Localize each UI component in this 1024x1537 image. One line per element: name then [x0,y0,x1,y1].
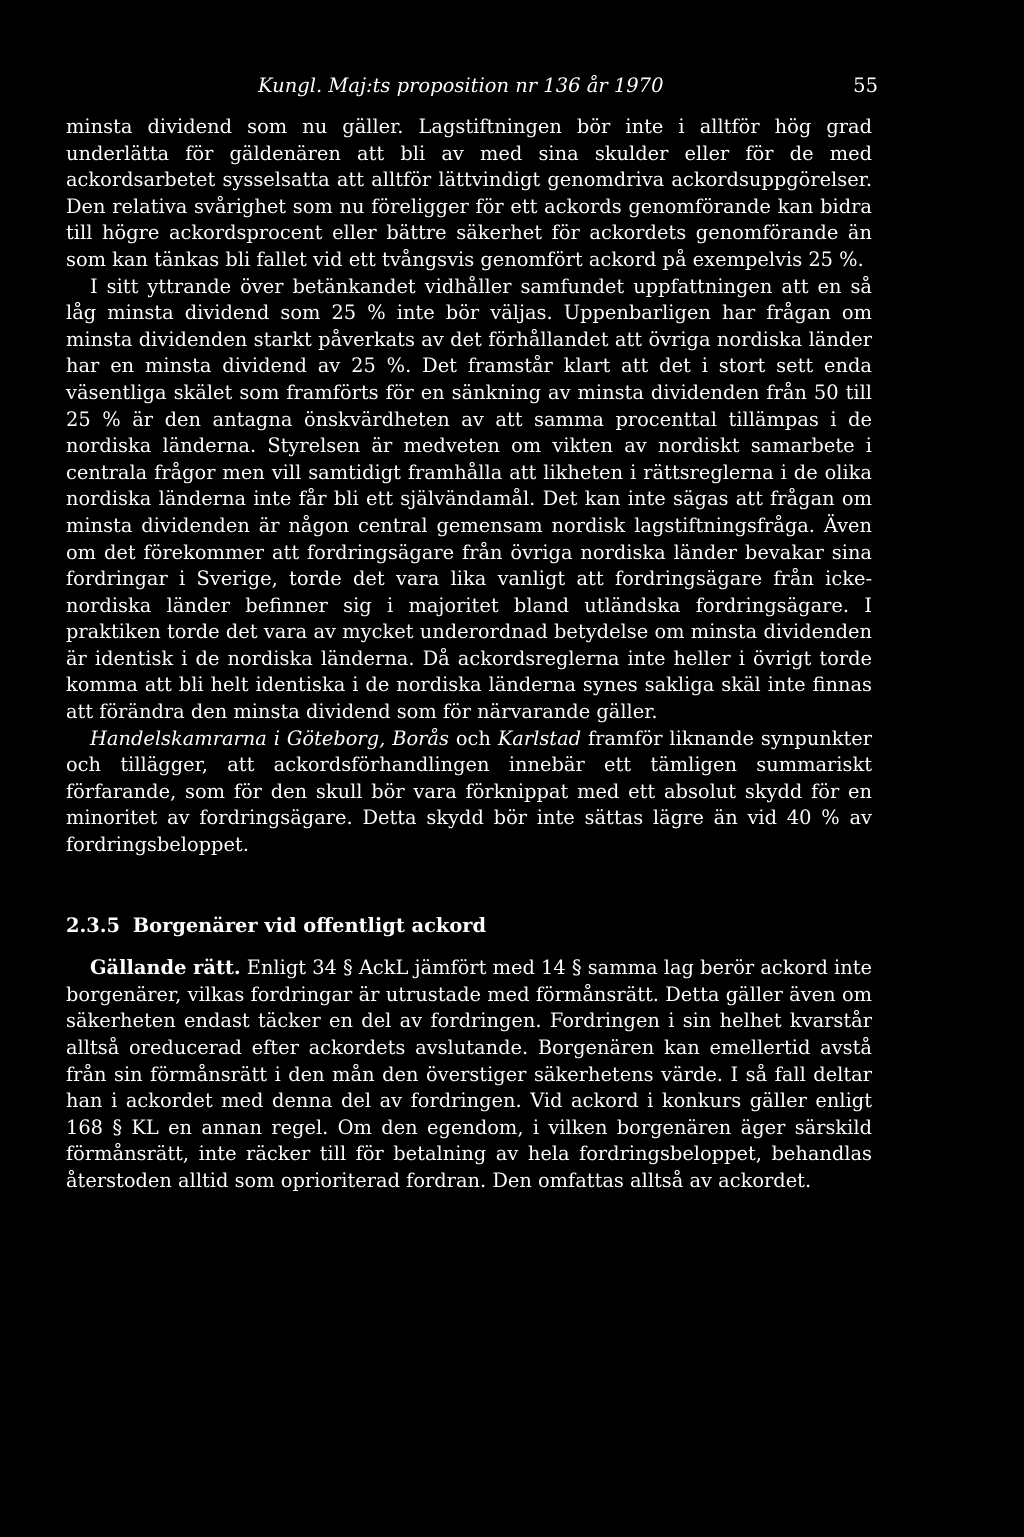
chambers-names: Handelskamrarna i Göteborg, Borås [90,726,449,750]
current-law-text: Enligt 34 § AckL jämfört med 14 § samma lag berör ackord inte borgenärer, vilkas fordringar är utrustade med förmånsrätt. Detta gäller även om säkerheten endast täcker en del av fordringen. Fordringen i sin helhet kvarstår alltså oreducerad efter ackordets avslutande. Borgenären kan emellertid avstå från sin förmånsrätt i den mån den överstiger säkerhetens värde. I så fall deltar han i ackordet med denna del av fordringen. Vid ackord i konkurs gäller enligt 168 § KL en annan regel. Om den egendom, i vilken borgenären äger särskild förmånsrätt, inte räcker till för betalning av hela fordringsbeloppet, behandlas återstoden alltid som oprioriterad fordran. Den omfattas alltså av ackordet. [66,956,872,1192]
page-number: 55 [853,74,878,97]
paragraph-current-law [66,955,872,1194]
body-text [66,114,872,1195]
section-title: Borgenärer vid offentligt ackord [132,913,487,937]
paragraph-continuation: minsta dividend som nu gäller. Lagstiftningen bör inte i alltför hög grad underlätta för gäldenären att bli av med sina skulder eller för de med ackordsarbetet sysselsatta att alltför lättvindigt genomdriva ackordsuppgörelser. Den relativa svårighet som nu föreligger för ett ackords genomförande kan bidra till högre ackordsprocent eller bättre säkerhet för ackordets genomförande än som kan tänkas bli fallet vid ett tvångsvis genomfört ackord på exempelvis 25 %. [66,115,872,271]
section-heading [66,913,872,940]
chamber-karlstad: Karlstad [497,726,582,750]
current-law-lead: Gällande rätt. [90,956,241,980]
paragraph-society-statement: I sitt yttrande över betänkandet vidhåller samfundet uppfattningen att en så låg minsta dividend som 25 % inte bör väljas. Uppenbarligen har frågan om minsta dividenden starkt påverkats av det förhållandet att övriga nordiska länder har en minsta dividend av 25 %. Det framstår klart att det i stort sett enda väsentliga skälet som framförts för en sänkning av minsta dividenden från 50 till 25 % är den antagna önskvärdheten av att samma procenttal tillämpas i de nordiska länderna. Styrelsen är medveten om vikten av nordiskt samarbete i centrala frågor men vill samtidigt framhålla att likheten i rättsreglerna i de olika nordiska länderna inte får bli ett självändamål. Det kan inte sägas att frågan om minsta dividenden är någon central gemensam nordisk lagstiftningsfråga. Även om det förekommer att fordringsägare från övriga nordiska länder bevakar sina fordringar i Sverige, torde det vara lika vanligt att fordringsägare från icke-nordiska länder befinner sig i majoritet bland utländska fordringsägare. I praktiken torde det vara av mycket underordnad betydelse om minsta dividenden är identisk i de nordiska länderna. Då ackordsreglerna inte heller i övrigt torde komma att bli helt identiska i de nordiska länderna synes sakliga skäl inte finnas att förändra den minsta dividend som för närvarande gäller. [66,274,872,724]
conjunction: och [448,726,498,750]
paragraph-chambers-of-commerce [66,726,872,859]
section-number: 2.3.5 [66,913,120,937]
running-title: Kungl. Maj:ts proposition nr 136 år 1970 [258,74,664,97]
paragraph-text: framför liknande synpunkter och tillägger, att ackordsförhandlingen innebär ett tämligen summariskt förfarande, som för den skull bör vara förknippat med ett absolut skydd för en minoritet av fordringsägare. Detta skydd bör inte sättas lägre än vid 40 % av fordringsbeloppet. [66,726,873,857]
running-header [258,74,878,102]
